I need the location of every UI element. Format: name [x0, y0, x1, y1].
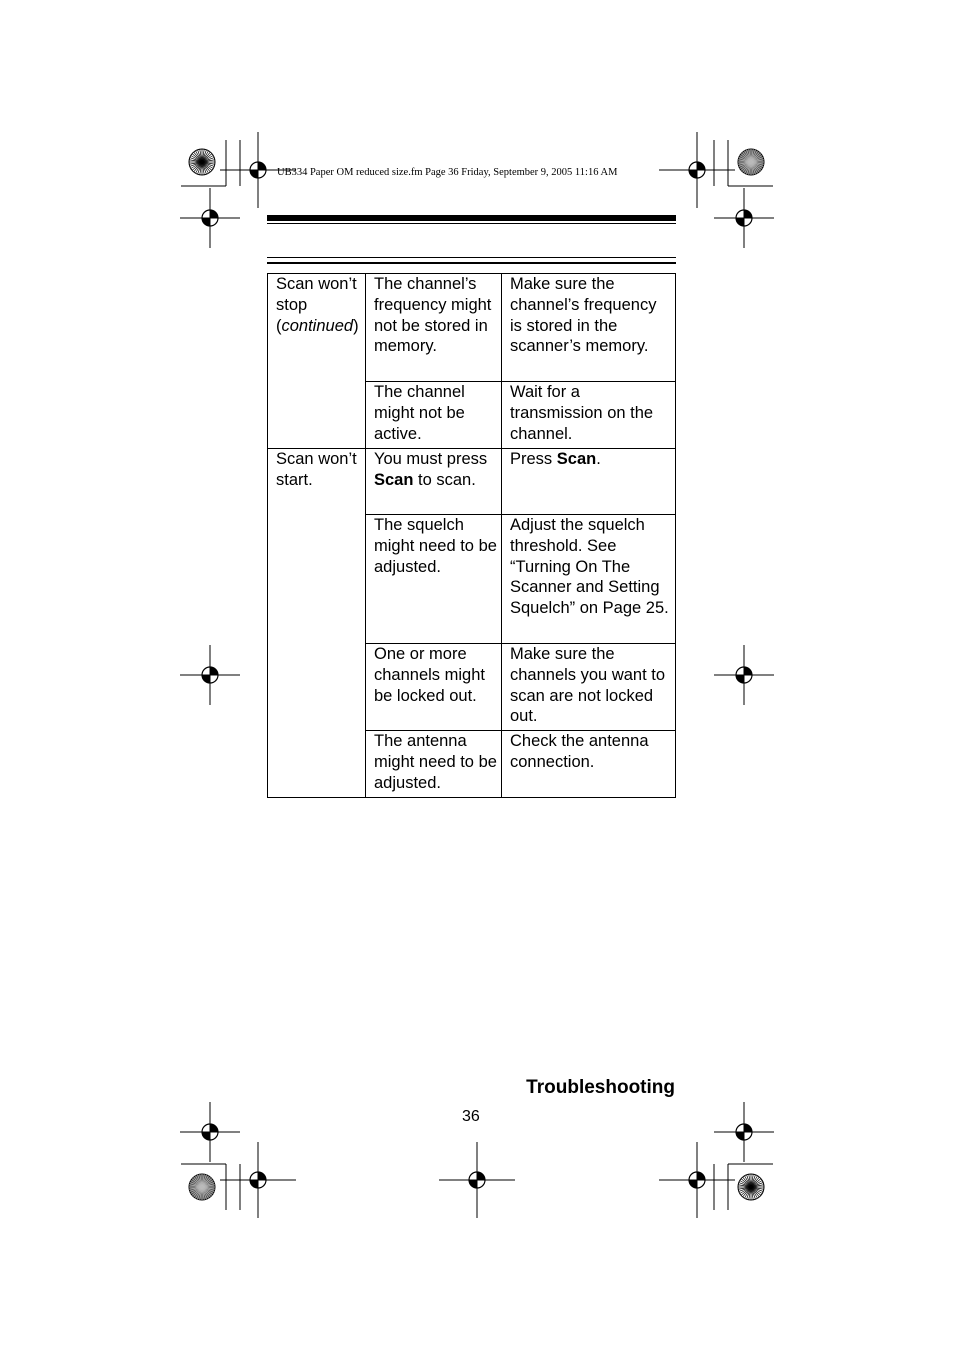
crosshair-icon: [714, 645, 774, 705]
table-row: [268, 449, 676, 515]
remedy-cell: Make sure the channels you want to scan are not locked out.: [502, 644, 676, 731]
remedy-cell: Check the antenna connection.: [502, 731, 676, 798]
top-rule-thin: [267, 223, 676, 224]
crosshair-icon: [180, 645, 240, 705]
problem-cell: Scan won’t start.: [268, 449, 366, 798]
cause-cell: You must press Scan to scan.: [366, 449, 502, 515]
crosshair-icon: [180, 1102, 240, 1162]
cause-cell: One or more channels might be locked out.: [366, 644, 502, 731]
section-title: Troubleshooting: [526, 1077, 675, 1098]
crosshair-icon: [180, 188, 240, 248]
remedy-cell: Wait for a transmission on the channel.: [502, 382, 676, 449]
crosshair-icon: [659, 132, 735, 208]
problem-cell: [268, 274, 366, 449]
problem-text: Scan won’t stop (continued): [276, 275, 359, 335]
cause-cell: The channel’s frequency might not be stored in memory.: [366, 274, 502, 382]
crosshair-icon: [220, 1142, 296, 1218]
page-number: 36: [462, 1108, 480, 1125]
remedy-cell: Adjust the squelch threshold. See “Turning On The Scanner and Setting Squelch” on Page 25.: [502, 515, 676, 644]
troubleshooting-table: [267, 273, 676, 798]
crosshair-icon: [659, 1142, 735, 1218]
table-row: [268, 274, 676, 382]
registration-target-icon: [738, 149, 764, 175]
section-rule-thin: [267, 257, 676, 258]
crosshair-icon: [439, 1142, 515, 1218]
remedy-cell: Press Scan.: [502, 449, 676, 515]
registration-target-icon: [738, 1174, 764, 1200]
remedy-cell: Make sure the channel’s frequency is stored in the scanner’s memory.: [502, 274, 676, 382]
registration-target-icon: [189, 1174, 215, 1200]
crosshair-icon: [714, 188, 774, 248]
file-info-header: UB334 Paper OM reduced size.fm Page 36 Friday, September 9, 2005 11:16 AM: [277, 167, 618, 178]
crosshair-icon: [714, 1102, 774, 1162]
section-rule: [267, 262, 676, 264]
cause-cell: The squelch might need to be adjusted.: [366, 515, 502, 644]
cause-cell: The antenna might need to be adjusted.: [366, 731, 502, 798]
top-rule-thick: [267, 215, 676, 221]
registration-target-icon: [189, 149, 215, 175]
cause-cell: The channel might not be active.: [366, 382, 502, 449]
